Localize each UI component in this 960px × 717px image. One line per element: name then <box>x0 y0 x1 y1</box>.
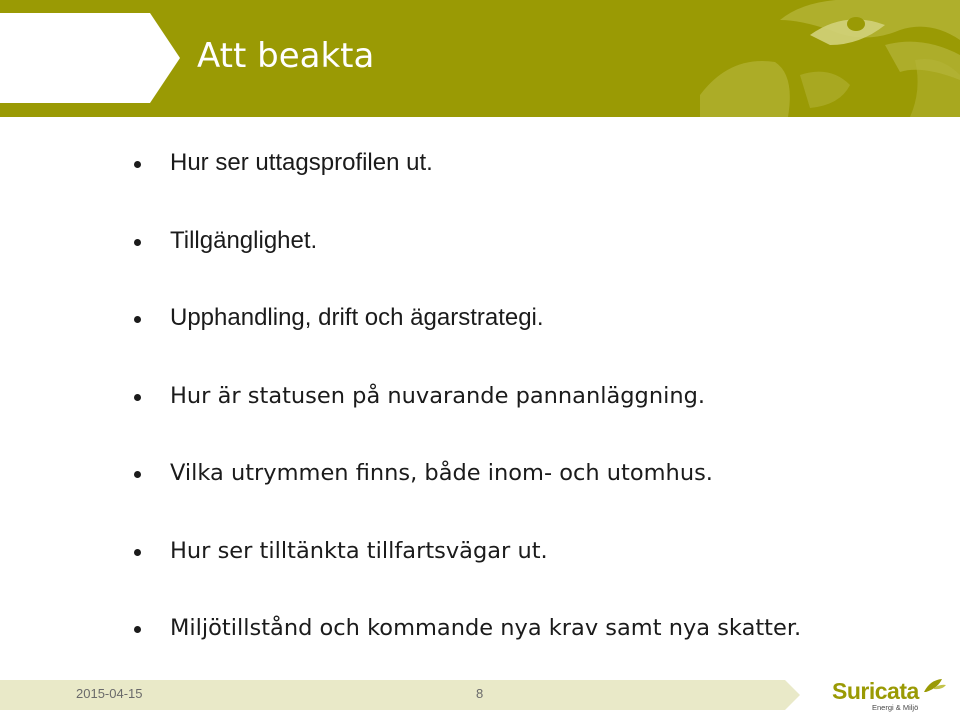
footer-date: 2015-04-15 <box>76 686 143 701</box>
slide-title: Att beakta <box>197 36 375 76</box>
bullet-text: Vilka utrymmen finns, både inom- och utomhus. <box>170 460 713 486</box>
bullet-dot-icon <box>134 316 141 323</box>
bullet-text: Upphandling, drift och ägarstrategi. <box>170 304 544 331</box>
bullet-text: Hur ser tilltänkta tillfartsvägar ut. <box>170 537 548 564</box>
bullet-text: Miljötillstånd och kommande nya krav samt nya skatter. <box>170 615 802 641</box>
bullet-list <box>134 147 801 690</box>
meerkat-face-icon <box>660 0 960 117</box>
suricata-logo <box>826 676 954 714</box>
bullet-dot-icon <box>134 161 141 168</box>
logo-wordmark: Suricata <box>832 678 919 704</box>
bullet-item <box>134 380 801 458</box>
page-number: 8 <box>476 686 484 701</box>
bullet-item <box>134 612 801 690</box>
bullet-text: Tillgänglighet. <box>170 226 318 254</box>
leaf-sprout-icon <box>922 676 948 694</box>
bullet-item <box>134 535 801 613</box>
bullet-item <box>134 225 801 303</box>
title-plate <box>0 13 180 103</box>
bullet-dot-icon <box>134 239 141 246</box>
bullet-dot-icon <box>134 549 141 556</box>
bullet-text: Hur ser uttagsprofilen ut. <box>170 149 433 176</box>
bullet-dot-icon <box>134 471 141 478</box>
bullet-text: Hur är statusen på nuvarande pannanläggning. <box>170 382 706 409</box>
bullet-dot-icon <box>134 394 141 401</box>
bullet-item <box>134 302 801 380</box>
slide-header <box>0 0 960 117</box>
bullet-item <box>134 457 801 535</box>
logo-tagline: Energi & Miljö <box>872 703 919 712</box>
bullet-dot-icon <box>134 626 141 633</box>
bullet-item <box>134 147 801 225</box>
